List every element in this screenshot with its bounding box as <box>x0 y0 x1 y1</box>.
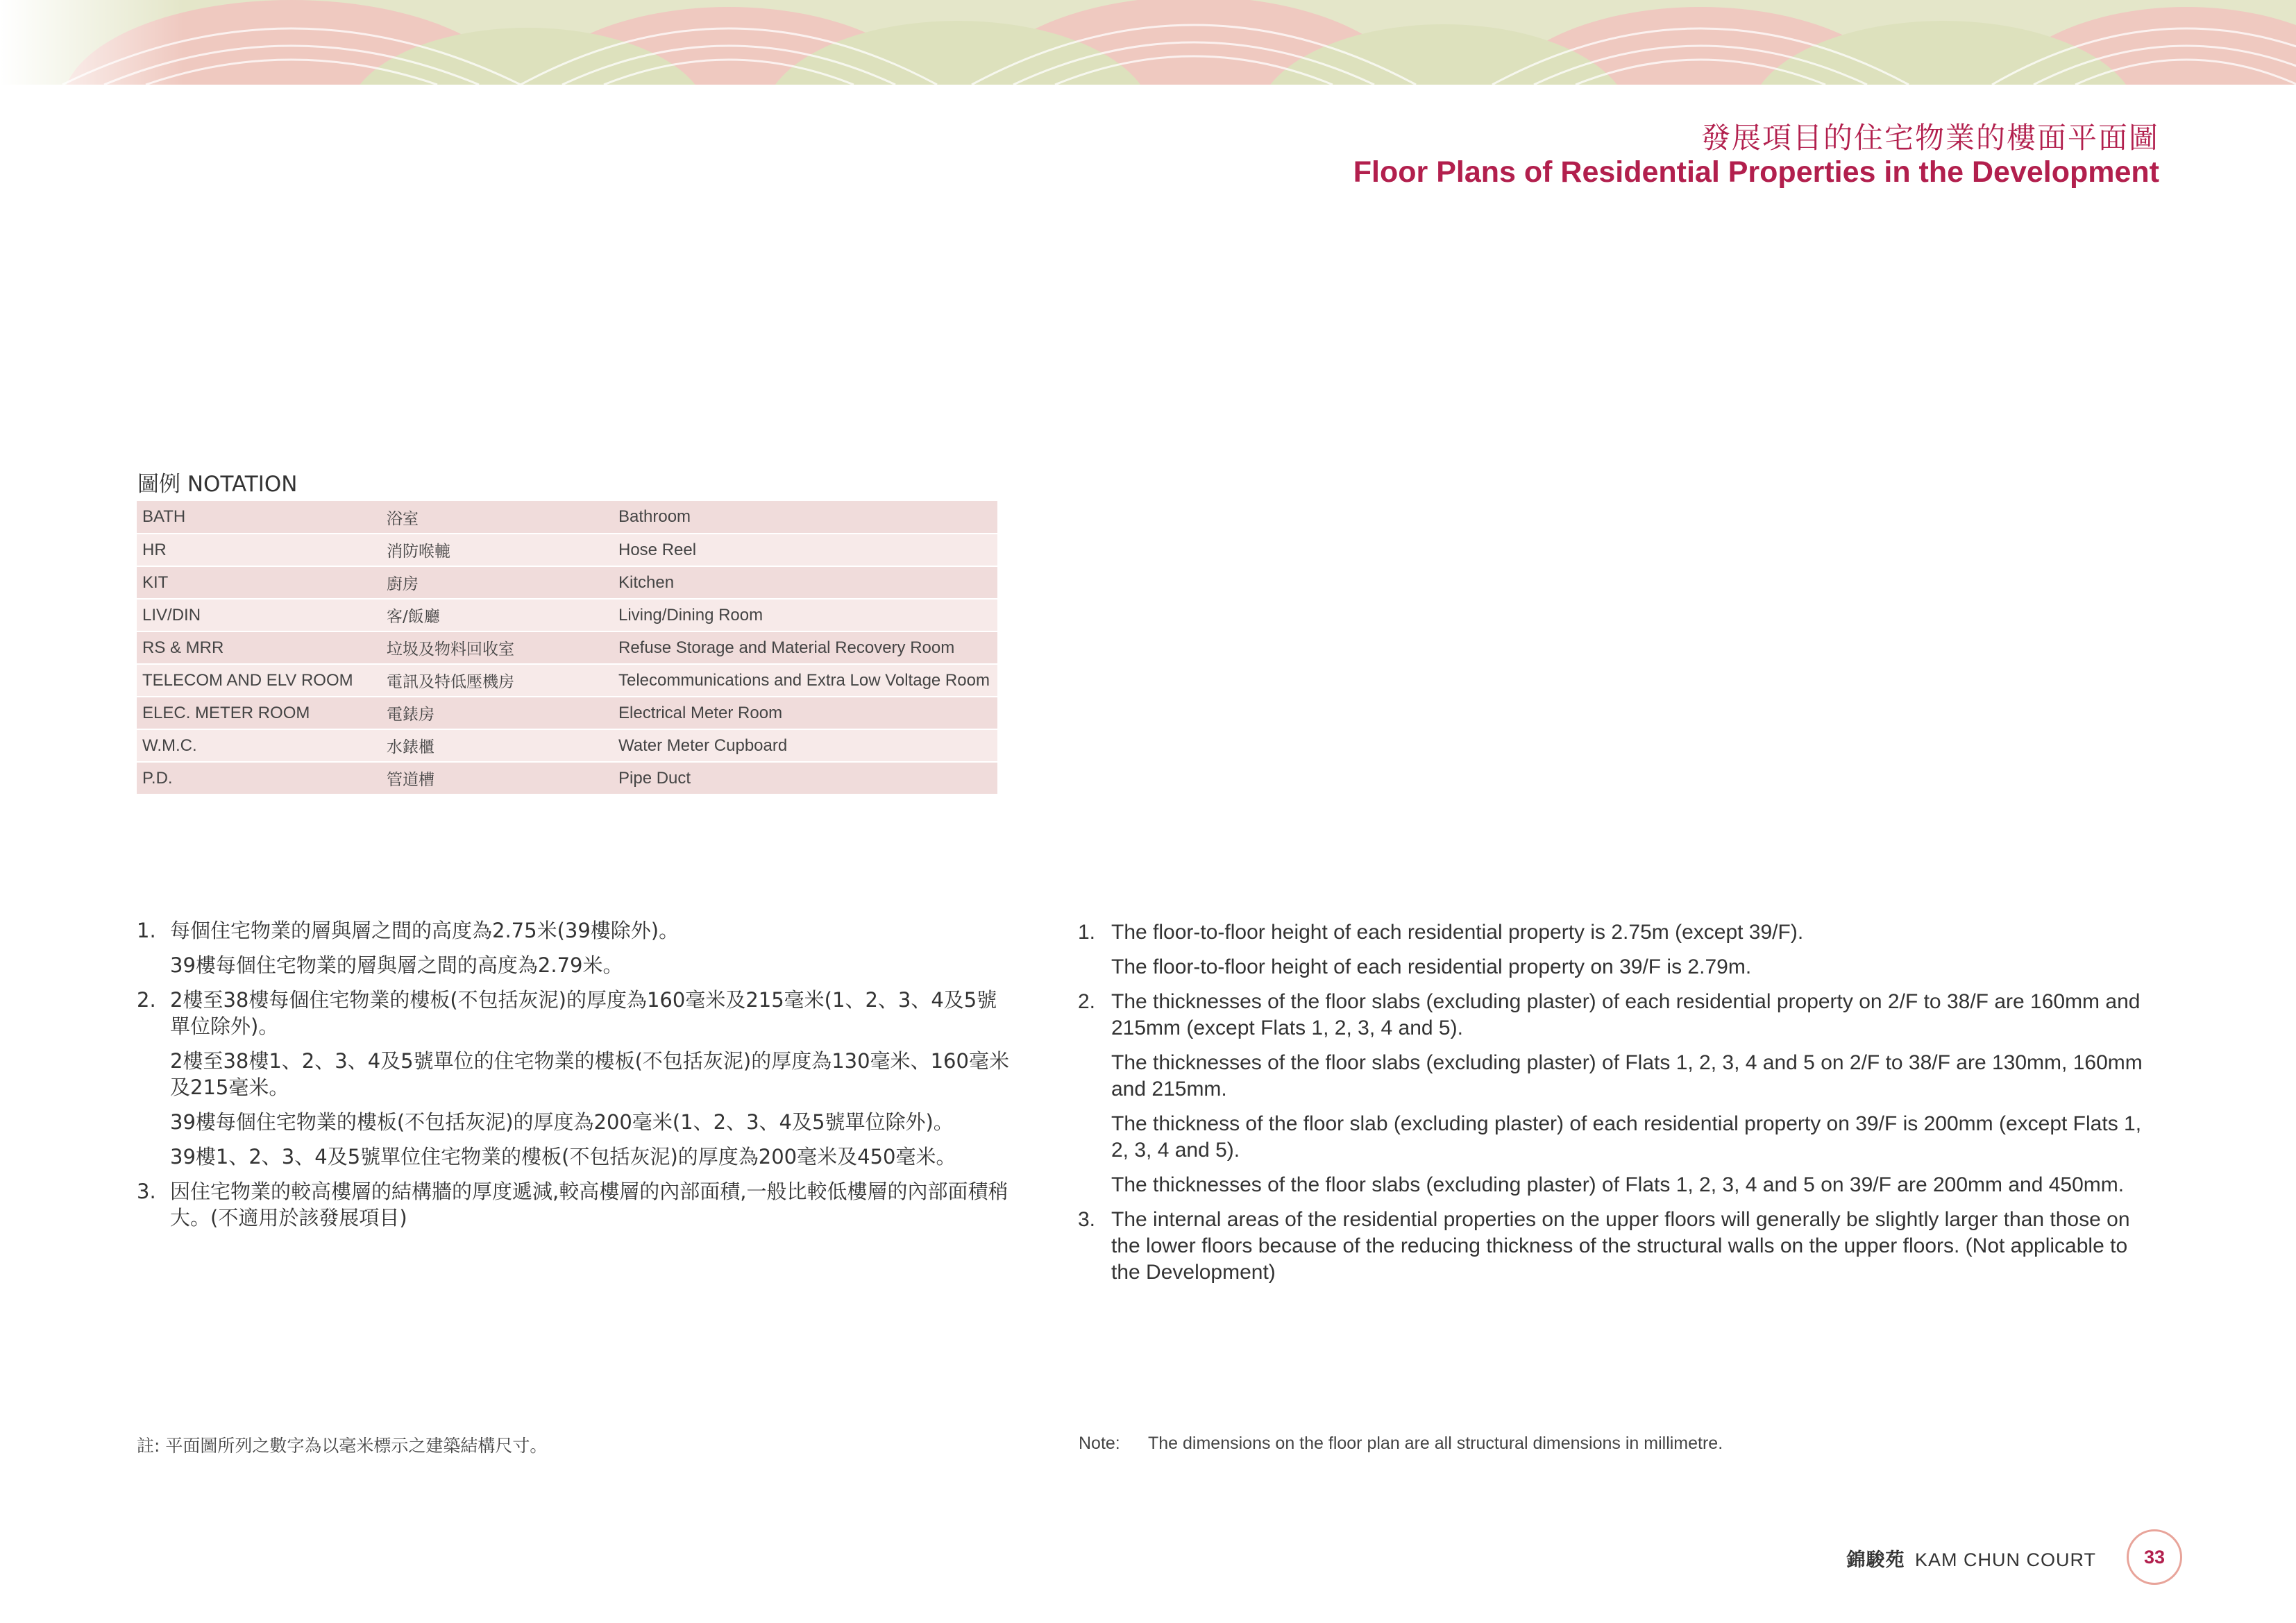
footnote-chinese: 註: 平面圖所列之數字為以毫米標示之建築結構尺寸。 <box>137 1436 548 1456</box>
note-paragraph: 39樓每個住宅物業的層與層之間的高度為2.79米。 <box>170 953 623 977</box>
notes-chinese <box>137 917 1011 1239</box>
notation-code: KIT <box>137 566 381 599</box>
note-paragraph: 39樓每個住宅物業的樓板(不包括灰泥)的厚度為200毫米(1、2、3、4及5號單位除外)。 <box>170 1110 954 1134</box>
notation-chinese: 電錶房 <box>381 697 613 729</box>
note-item <box>137 987 1011 1170</box>
note-number: 3. <box>1078 1208 1096 1231</box>
note-paragraph: 2樓至38樓1、2、3、4及5號單位的住宅物業的樓板(不包括灰泥)的厚度為130毫米、160毫米及215毫米。 <box>170 1049 1009 1099</box>
notation-code: W.M.C. <box>137 729 381 762</box>
notation-english: Telecommunications and Extra Low Voltage Room <box>613 664 997 697</box>
decorative-wave-banner <box>0 0 2296 85</box>
note-number: 2. <box>1078 990 1096 1013</box>
notation-english: Refuse Storage and Material Recovery Room <box>613 631 997 664</box>
notation-chinese: 水錶櫃 <box>381 729 613 762</box>
brand-name-chinese: 錦駿苑 <box>1846 1549 1905 1571</box>
note-paragraph: The thickness of the floor slab (excluding plaster) of each residential property on 39/F is 200mm (except Flats 1, 2, 3, 4 and 5). <box>1111 1112 2142 1162</box>
notation-english: Water Meter Cupboard <box>613 729 997 762</box>
notation-english: Hose Reel <box>613 534 997 566</box>
note-number: 1. <box>137 919 156 942</box>
footnote-text: The dimensions on the floor plan are all structural dimensions in millimetre. <box>1148 1434 1723 1453</box>
notation-code: TELECOM AND ELV ROOM <box>137 664 381 697</box>
footer-brand <box>1846 1545 2096 1572</box>
note-item <box>1078 1207 2161 1286</box>
note-paragraph: 39樓1、2、3、4及5號單位住宅物業的樓板(不包括灰泥)的厚度為200毫米及450毫米。 <box>170 1145 956 1169</box>
notation-row <box>137 664 997 697</box>
notation-code: BATH <box>137 501 381 534</box>
note-paragraph: 每個住宅物業的層與層之間的高度為2.75米(39樓除外)。 <box>170 919 679 942</box>
note-number: 3. <box>137 1180 156 1203</box>
notation-row <box>137 729 997 762</box>
page-number: 33 <box>2127 1529 2182 1585</box>
page-title-english: Floor Plans of Residential Properties in the Development <box>1353 155 2159 189</box>
note-item <box>137 1178 1011 1231</box>
note-paragraph: 因住宅物業的較高樓層的結構牆的厚度遞減,較高樓層的內部面積,一般比較低樓層的內部面積稍大。(不適用於該發展項目) <box>170 1180 1008 1230</box>
notation-row <box>137 762 997 794</box>
note-paragraph: 2樓至38樓每個住宅物業的樓板(不包括灰泥)的厚度為160毫米及215毫米(1、2、3、4及5號單位除外)。 <box>170 988 997 1038</box>
notation-chinese: 消防喉轆 <box>381 534 613 566</box>
note-item <box>1078 919 2161 980</box>
note-paragraph: The internal areas of the residential properties on the upper floors will generally be slightly larger than those on the lower floors because of the reducing thickness of the structural walls on the upper floors. (Not applicable to the Development) <box>1111 1208 2130 1284</box>
notation-code: P.D. <box>137 762 381 794</box>
notation-heading: 圖例 NOTATION <box>137 472 298 497</box>
notation-chinese: 垃圾及物料回收室 <box>381 631 613 664</box>
notation-chinese: 浴室 <box>381 501 613 534</box>
notation-code: ELEC. METER ROOM <box>137 697 381 729</box>
notation-english: Electrical Meter Room <box>613 697 997 729</box>
notation-code: RS & MRR <box>137 631 381 664</box>
note-number: 1. <box>1078 921 1096 944</box>
note-paragraph: The thicknesses of the floor slabs (excluding plaster) of Flats 1, 2, 3, 4 and 5 on 39/F are 200mm and 450mm. <box>1111 1173 2125 1196</box>
notation-chinese: 廚房 <box>381 566 613 599</box>
notation-english: Bathroom <box>613 501 997 534</box>
note-paragraph: The thicknesses of the floor slabs (excluding plaster) of Flats 1, 2, 3, 4 and 5 on 2/F to 38/F are 130mm, 160mm and 215mm. <box>1111 1051 2143 1101</box>
notation-row <box>137 697 997 729</box>
note-paragraph: The floor-to-floor height of each residential property on 39/F is 2.79m. <box>1111 955 1752 978</box>
notation-row <box>137 631 997 664</box>
notation-row <box>137 534 997 566</box>
brand-name-english: KAM CHUN COURT <box>1914 1549 2096 1570</box>
note-item <box>1078 989 2161 1198</box>
notation-code: HR <box>137 534 381 566</box>
notation-row <box>137 566 997 599</box>
note-item <box>137 917 1011 978</box>
notation-chinese: 管道槽 <box>381 762 613 794</box>
notation-code: LIV/DIN <box>137 599 381 631</box>
notation-english: Pipe Duct <box>613 762 997 794</box>
footnote-label: Note: <box>1079 1434 1120 1453</box>
notation-row <box>137 599 997 631</box>
note-number: 2. <box>137 988 156 1012</box>
notation-english: Kitchen <box>613 566 997 599</box>
notation-table <box>137 501 997 795</box>
notes-english <box>1078 919 2161 1294</box>
page-title-chinese: 發展項目的住宅物業的樓面平面圖 <box>1700 121 2159 155</box>
notation-row <box>137 501 997 534</box>
notation-chinese: 電訊及特低壓機房 <box>381 664 613 697</box>
footnote-english <box>1079 1434 1723 1454</box>
note-paragraph: The floor-to-floor height of each residential property is 2.75m (except 39/F). <box>1111 921 1804 944</box>
notation-english: Living/Dining Room <box>613 599 997 631</box>
note-paragraph: The thicknesses of the floor slabs (excluding plaster) of each residential property on 2/F to 38/F are 160mm and 215mm (except Flats 1, 2, 3, 4 and 5). <box>1111 990 2141 1039</box>
notation-chinese: 客/飯廳 <box>381 599 613 631</box>
